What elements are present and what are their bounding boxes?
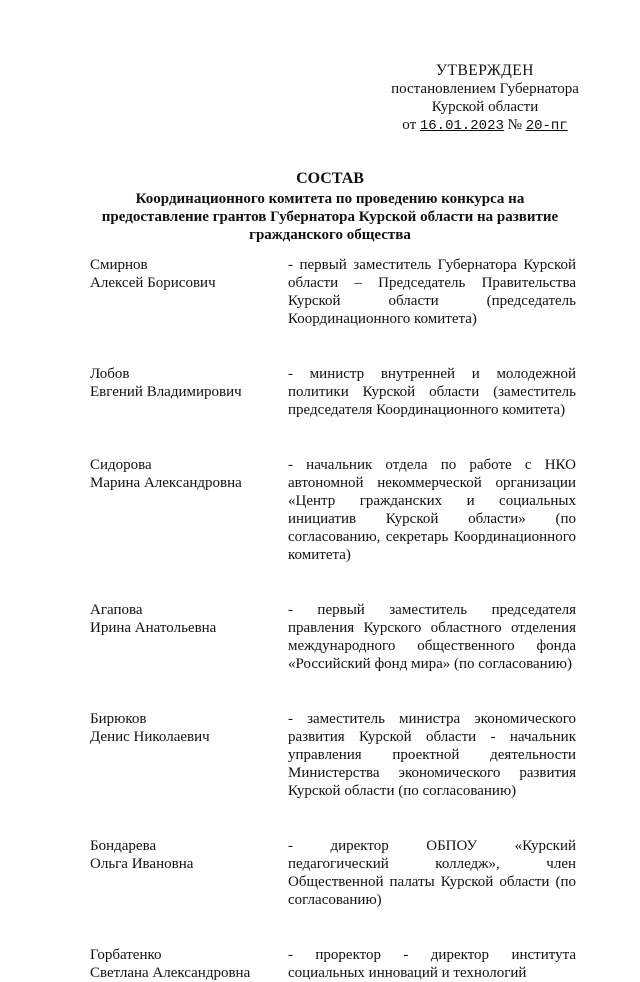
approval-line-2: Курской области: [431, 99, 539, 115]
member-role: - начальник отдела по работе с НКО автономной некоммерческой организации «Центр гражданских и социальных инициатив Курской области» (по согласованию, секретарь Координационного комитета): [288, 457, 576, 563]
member-row: [90, 837, 576, 909]
member-surname: Бондарева: [90, 838, 157, 854]
member-role: - директор ОБПОУ «Курский педагогический колледж», член Общественной палаты Курской области (по согласованию): [288, 838, 576, 908]
approval-number-sign: №: [507, 117, 522, 133]
member-given-name: Алексей Борисович: [90, 275, 216, 291]
member-row: [90, 946, 576, 982]
member-name: [90, 837, 280, 909]
member-name: [90, 946, 280, 982]
member-row: [90, 601, 576, 673]
member-name: [90, 601, 280, 673]
approval-number: 20-пг: [525, 118, 568, 134]
member-name: [90, 365, 280, 419]
member-role: - первый заместитель Губернатора Курской области – Председатель Правительства Курской области (председатель Координационного комитета): [288, 257, 576, 327]
member-row: [90, 365, 576, 419]
member-name: [90, 256, 280, 328]
approval-date-prefix: от: [402, 117, 417, 133]
member-role: - министр внутренней и молодежной политики Курской области (заместитель председателя Координационного комитета): [288, 366, 576, 418]
title-main: СОСТАВ: [296, 170, 364, 187]
member-role: - проректор - директор института социальных инноваций и технологий: [288, 947, 576, 981]
title-subtitle-line-1: Координационного комитета по проведению конкурса на: [135, 191, 525, 207]
member-surname: Горбатенко: [90, 947, 162, 963]
member-given-name: Ирина Анатольевна: [90, 620, 217, 636]
member-given-name: Марина Александровна: [90, 475, 242, 491]
document-title: [80, 170, 580, 244]
member-row: [90, 256, 576, 328]
member-surname: Бирюков: [90, 711, 147, 727]
member-given-name: Денис Николаевич: [90, 729, 210, 745]
approval-heading: УТВЕРЖДЕН: [436, 62, 534, 79]
member-surname: Смирнов: [90, 257, 148, 273]
member-row: [90, 456, 576, 564]
member-row: [90, 710, 576, 800]
approval-date: 16.01.2023: [419, 118, 504, 134]
member-given-name: Ольга Ивановна: [90, 856, 194, 872]
approval-line-1: постановлением Губернатора: [391, 81, 579, 97]
member-surname: Сидорова: [90, 457, 152, 473]
title-subtitle-line-2: предоставление грантов Губернатора Курской области на развитие: [101, 209, 559, 225]
member-surname: Агапова: [90, 602, 143, 618]
member-surname: Лобов: [90, 366, 130, 382]
member-given-name: Светлана Александровна: [90, 965, 251, 981]
title-subtitle-line-3: гражданского общества: [249, 227, 411, 243]
approval-stamp: [380, 62, 590, 135]
member-given-name: Евгений Владимирович: [90, 384, 242, 400]
members-list: [90, 256, 576, 982]
member-role: - первый заместитель председателя правления Курского областного отделения международного общественного фонда «Российский фонд мира» (по согласованию): [288, 602, 576, 672]
member-name: [90, 456, 280, 564]
approval-date-line: [380, 116, 590, 135]
member-name: [90, 710, 280, 800]
member-role: - заместитель министра экономического развития Курской области - начальник управления проектной деятельности Министерства экономического развития Курской области (по согласованию): [288, 711, 576, 799]
